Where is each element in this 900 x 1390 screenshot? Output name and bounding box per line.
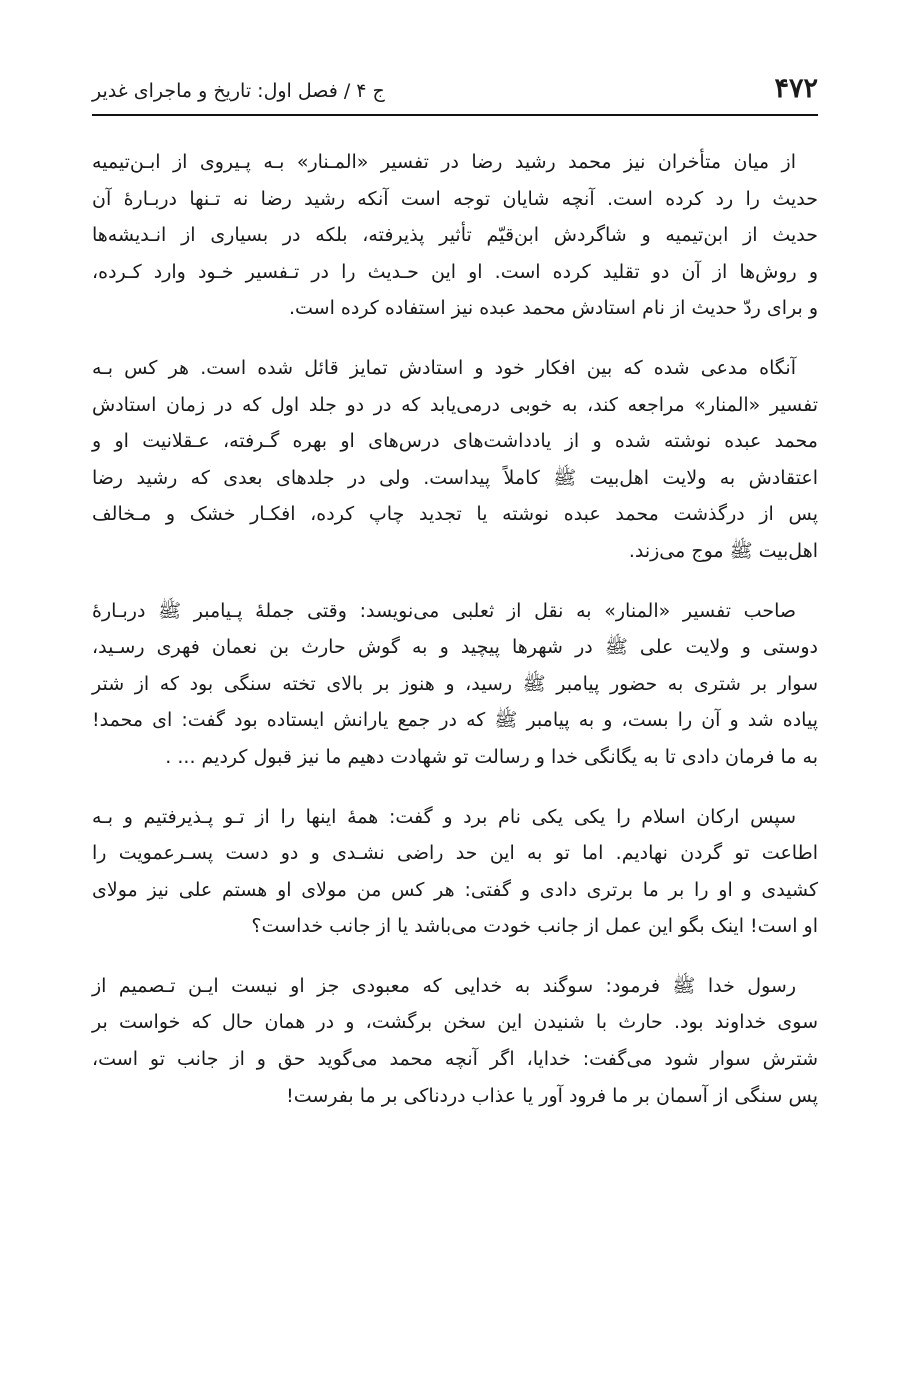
text-line: او است! اینک بگو این عمل از جانب خودت می‌باشد یا از جانب خداست؟: [251, 915, 818, 938]
text-line: دوستی و ولایت علی ﷺ در شهرها پیچید و به گوش حارث بن نعمان فهری رسـید،: [92, 636, 818, 659]
text-line: رسول خدا ﷺ فرمود: سوگند به خدایی که معبودی جز او نیست ایـن تـصمیم از: [92, 974, 796, 997]
text-line: حدیث را رد کرده است. آنچه شایان توجه است آنکه رشید رضا نه تـنها دربـارهٔ آن: [92, 187, 818, 210]
page-header: [92, 70, 818, 116]
text-line: اطاعت تو گردن نهادیم. اما تو به این حد راضی نشـدی و دو دست پسـرعمویت را: [92, 842, 818, 865]
text-line: و روش‌ها از آن دو تقلید کرده است. او این حـدیث را در تـفسیر خـود وارد کـرده،: [92, 260, 818, 283]
text-line: سوی خداوند بود. حارث با شنیدن این سخن برگشت، و در همان حال که خواست بر: [92, 1011, 818, 1034]
text-line: به ما فرمان دادی تا به یگانگی خدا و رسالت تو شهادت دهیم ما نیز قبول کردیم ... .: [165, 745, 818, 768]
text-line: محمد عبده نوشته شده و از یادداشت‌های درس‌های او بهره گـرفته، عـقلانیت او و: [92, 430, 818, 453]
text-line: پیاده شد و آن را بست، و به پیامبر ﷺ که در جمع یارانش ایستاده بود گفت: ای محمد!: [92, 709, 818, 732]
text-line: اهل‌بیت ﷺ موج می‌زند.: [628, 539, 818, 562]
text-line: شترش سوار شود می‌گفت: خدایا، اگر آنچه محمد می‌گوید حق و از جانب تو است،: [92, 1048, 818, 1071]
text-line: سوار بر شتری به حضور پیامبر ﷺ رسید، و هنوز بر بالای تخته سنگی بود که از شتر: [92, 672, 818, 695]
text-line: اعتقادش به ولایت اهل‌بیت ﷺ کاملاً پیداست. ولی در جلدهای بعدی که رشید رضا: [92, 466, 818, 489]
text-line: پس از درگذشت محمد عبده نوشته یا تجدید چاپ کرده، افکـار خشک و مـخالف: [92, 503, 818, 526]
text-line: کشیدی و او را بر ما برتری دادی و گفتی: هر کس من مولای او هستم علی نیز مولای: [92, 878, 818, 901]
paragraph: [92, 144, 818, 327]
book-page: [92, 0, 818, 1390]
paragraph: [92, 799, 818, 945]
paragraph: [92, 350, 818, 570]
text-line: از میان متأخران نیز محمد رشید رضا در تفسیر «المـنار» بـه پـیروی از ابـن‌تیمیه: [92, 151, 796, 173]
text-line: و برای ردّ حدیث از نام استادش محمد عبده نیز استفاده کرده است.: [288, 297, 818, 320]
text-line: پس سنگی از آسمان بر ما فرود آور یا عذاب دردناکی بر ما بفرست!: [286, 1084, 818, 1107]
text-line: آنگاه مدعی شده که بین افکار خود و استادش تمایز قائل شده است. هر کس بـه: [92, 356, 796, 379]
page-number: ۴۷۲: [774, 73, 818, 104]
running-title: ج ۴ / فصل اول: تاریخ و ماجرای غدیر: [92, 80, 385, 102]
paragraph: [92, 593, 818, 776]
body-text: [92, 144, 818, 1137]
text-line: سپس ارکان اسلام را یکی یکی نام برد و گفت: همهٔ اینها را از تـو پـذیرفتیم و بـه: [92, 805, 796, 828]
text-line: حدیث از ابن‌تیمیه و شاگردش ابن‌قیّم تأثیر پذیرفته، بلکه در بسیاری از انـدیشه‌ها: [92, 224, 818, 247]
text-line: صاحب تفسیر «المنار» به نقل از ثعلبی می‌نویسد: وقتی جملهٔ پـیامبر ﷺ دربـارهٔ: [92, 599, 796, 622]
text-line: تفسیر «المنار» مراجعه کند، به خوبی درمی‌یابد که در دو جلد اول که در زمان استادش: [92, 393, 818, 416]
paragraph: [92, 968, 818, 1114]
